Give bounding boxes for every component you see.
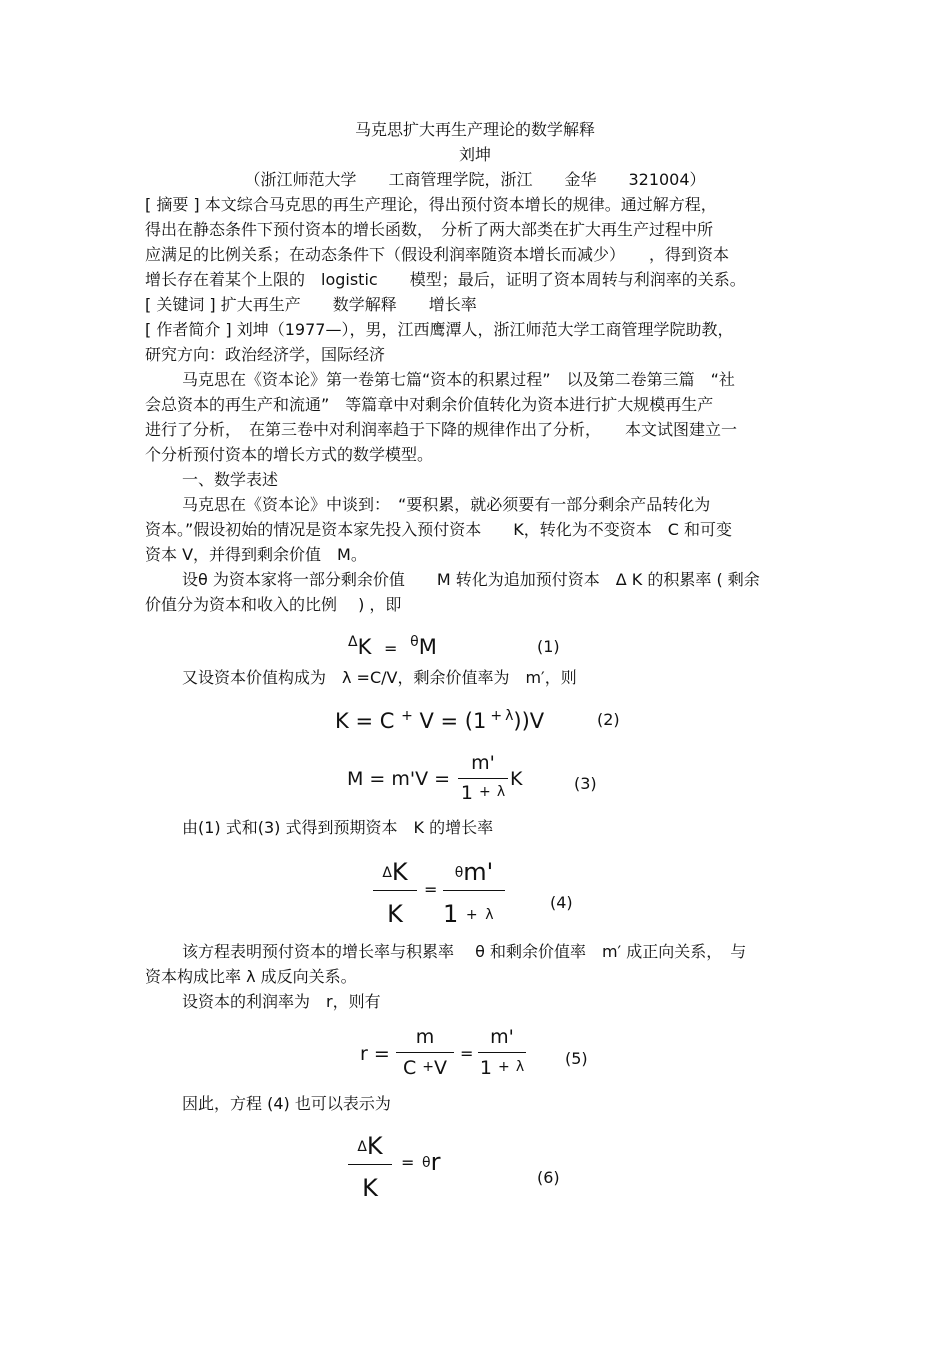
equation-number: (3): [574, 774, 597, 793]
body-line: 又设资本价值构成为 λ =C/V，剩余价值率为 m′，则: [182, 668, 577, 687]
lambda-symbol: λ: [515, 1059, 525, 1075]
theta-symbol: θ: [410, 634, 419, 650]
lambda-symbol: λ: [496, 784, 506, 800]
eq-term: 1: [460, 782, 473, 804]
fraction-bar: [458, 778, 508, 779]
eq-term: V = (1: [419, 709, 487, 733]
equation-number: (4): [550, 893, 573, 912]
fraction-numerator: [373, 858, 417, 886]
body-line: 因此，方程 (4) 也可以表示为: [182, 1094, 391, 1113]
equation-4-right-fraction: [443, 858, 505, 930]
fraction-numerator: m': [471, 752, 495, 774]
body-line: 资本 V，并得到剩余价值 M。: [145, 545, 367, 564]
theta-symbol: θ: [422, 1155, 431, 1171]
fraction-denominator: [396, 1057, 454, 1079]
eq-term: m': [463, 858, 494, 886]
equation-5-fraction-2: [478, 1026, 526, 1082]
eq-term: r: [430, 1148, 441, 1176]
equation-number: (1): [537, 637, 560, 656]
delta-symbol: Δ: [382, 865, 392, 881]
eq-term: K: [366, 1132, 383, 1160]
delta-symbol: Δ: [357, 1139, 367, 1155]
fraction-denominator: [443, 900, 505, 928]
fraction-bar: [396, 1052, 454, 1053]
equation-4-left-fraction: [373, 858, 417, 930]
lambda-symbol: λ: [485, 907, 494, 923]
equals-sign: =: [460, 1044, 474, 1063]
paper-affiliation: （浙江师范大学 工商管理学院，浙江 金华 321004）: [244, 170, 706, 189]
eq-term: M: [418, 635, 437, 659]
fraction-numerator: m: [415, 1026, 435, 1048]
equals-sign: =: [424, 880, 438, 899]
fraction-denominator: K: [387, 900, 403, 928]
theta-symbol: θ: [454, 865, 464, 881]
eq-term: K = C: [335, 709, 395, 733]
body-line: 设θ 为资本家将一部分剩余价值 M 转化为追加预付资本 Δ K 的积累率 ( 剩余: [182, 570, 760, 589]
equation-number: (2): [597, 710, 620, 729]
equals-sign: =: [401, 1153, 415, 1172]
body-line: 个分析预付资本的增长方式的数学模型。: [145, 445, 434, 464]
plus-sign: +: [401, 708, 413, 724]
plus-sign: +: [479, 784, 491, 800]
body-line: 价值分为资本和收入的比例 ) ，即: [145, 595, 402, 614]
equation-3-lhs: M = m'V =: [347, 768, 451, 790]
author-bio-line: 研究方向：政治经济学，国际经济: [145, 345, 386, 364]
abstract-line: [ 摘要 ] 本文综合马克思的再生产理论，得出预付资本增长的规律。通过解方程，: [145, 195, 717, 214]
eq-term: K: [510, 768, 523, 790]
eq-term: V: [434, 1057, 448, 1079]
fraction-bar: [443, 890, 505, 891]
section-heading: 一、数学表述: [182, 470, 279, 489]
equation-number: (5): [565, 1049, 588, 1068]
fraction-denominator: K: [362, 1174, 378, 1202]
equation-3-fraction: [458, 752, 508, 806]
equation-2: [335, 704, 544, 733]
fraction-bar: [348, 1164, 392, 1165]
author-bio-line: [ 作者简介 ] 刘坤（1977—），男，江西鹰潭人，浙江师范大学工商管理学院助教，: [145, 320, 734, 339]
body-line: 马克思在《资本论》第一卷第七篇“资本的积累过程” 以及第二卷第三篇 “社: [182, 370, 735, 389]
fraction-denominator: [458, 782, 508, 804]
eq-term: 1: [443, 900, 459, 928]
abstract-line: 增长存在着某个上限的 logistic 模型；最后，证明了资本周转与利润率的关系。: [145, 270, 746, 289]
body-line: 资本构成比率 λ 成反向关系。: [145, 967, 357, 986]
body-line: 马克思在《资本论》中谈到： “要积累，就必须要有一部分剩余产品转化为: [182, 495, 711, 514]
equation-1: [348, 630, 437, 661]
fraction-numerator: m': [490, 1026, 514, 1048]
eq-term: K: [391, 858, 408, 886]
eq-term: 1: [479, 1057, 492, 1079]
eq-term: C: [402, 1057, 417, 1079]
body-line: 设资本的利润率为 r，则有: [182, 992, 381, 1011]
body-line: 进行了分析， 在第三卷中对利润率趋于下降的规律作出了分析， 本文试图建立一: [145, 420, 738, 439]
abstract-line: 得出在静态条件下预付资本的增长函数， 分析了两大部类在扩大再生产过程中所: [145, 220, 714, 239]
fraction-numerator: [348, 1132, 392, 1160]
abstract-line: 应满足的比例关系；在动态条件下（假设利润率随资本增长而减少） ，得到资本: [145, 245, 730, 264]
plus-sign: +: [465, 907, 478, 923]
fraction-bar: [373, 890, 417, 891]
equals-sign: =: [384, 639, 398, 658]
equation-6-fraction: [348, 1132, 392, 1204]
body-line: 该方程表明预付资本的增长率与积累率 θ 和剩余价值率 m′ 成正向关系， 与: [182, 942, 747, 961]
paper-author: 刘坤: [458, 145, 491, 164]
plus-sign: +: [422, 1059, 435, 1075]
fraction-denominator: [478, 1057, 526, 1079]
body-line: 资本。”假设初始的情况是资本家先投入预付资本 K，转化为不变资本 C 和可变: [145, 520, 733, 539]
equation-number: (6): [537, 1168, 560, 1187]
equation-5-fraction-1: [396, 1026, 454, 1082]
fraction-bar: [478, 1052, 526, 1053]
paper-title: 马克思扩大再生产理论的数学解释: [354, 120, 595, 139]
plus-sign: +: [490, 708, 503, 724]
equation-6-rhs: [422, 1150, 440, 1175]
equation-5-lhs: r =: [360, 1043, 390, 1065]
body-line: 由(1) 式和(3) 式得到预期资本 K 的增长率: [182, 818, 494, 837]
keywords: [ 关键词 ] 扩大再生产 数学解释 增长率: [145, 295, 477, 314]
fraction-numerator: [443, 858, 505, 886]
delta-symbol: Δ: [348, 634, 358, 650]
eq-term: K: [357, 635, 372, 659]
body-line: 会总资本的再生产和流通” 等篇章中对剩余价值转化为资本进行扩大规模再生产: [145, 395, 714, 414]
eq-term: ))V: [513, 709, 545, 733]
lambda-symbol: λ: [505, 708, 514, 724]
plus-sign: +: [498, 1059, 510, 1075]
